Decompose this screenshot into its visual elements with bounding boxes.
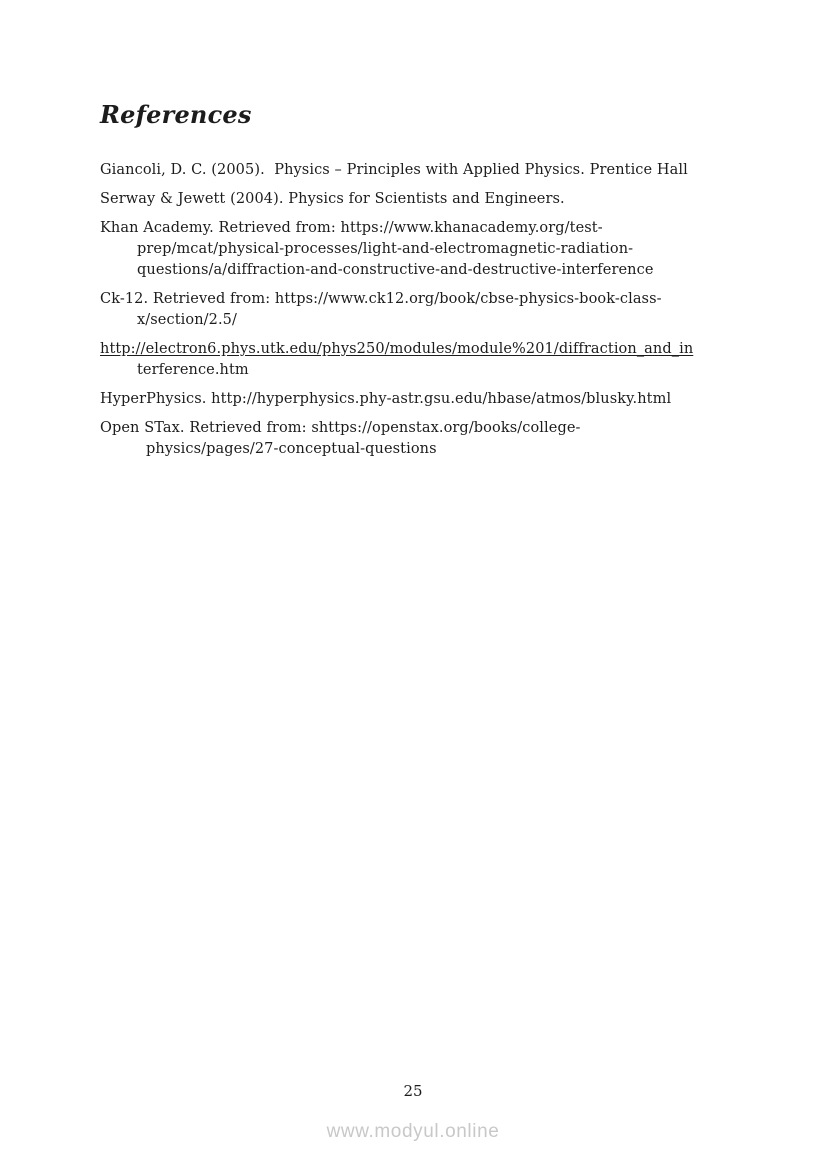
reference-line: terference.htm: [137, 362, 249, 378]
reference-line: x/section/2.5/: [137, 312, 237, 328]
reference-line: Giancoli, D. C. (2005). Physics – Principles with Applied Physics. Prentice Hall: [100, 162, 688, 178]
reference-line: HyperPhysics. http://hyperphysics.phy-astr.gsu.edu/hbase/atmos/blusky.html: [100, 391, 672, 407]
reference-line: Ck-12. Retrieved from: https://www.ck12.org/book/cbse-physics-book-class-: [100, 291, 662, 307]
reference-entry: [100, 160, 756, 181]
reference-line: physics/pages/27-conceptual-questions: [146, 441, 437, 457]
reference-line: Open STax. Retrieved from: shttps://openstax.org/books/college-: [100, 420, 581, 436]
page-content: [100, 0, 756, 468]
reference-entry: [100, 218, 756, 281]
reference-link-line[interactable]: http://electron6.phys.utk.edu/phys250/modules/module%201/diffraction_and_in: [100, 341, 694, 357]
reference-line: Khan Academy. Retrieved from: https://www.khanacademy.org/test-: [100, 220, 603, 236]
reference-line: questions/a/diffraction-and-constructive-and-destructive-interference: [137, 262, 654, 278]
page-number: 25: [403, 1082, 423, 1100]
reference-entry: [100, 339, 756, 381]
page-title: References: [100, 100, 252, 129]
reference-entry: [100, 418, 756, 460]
reference-entry: [100, 289, 756, 331]
reference-line: prep/mcat/physical-processes/light-and-electromagnetic-radiation-: [137, 241, 634, 257]
references-list: [100, 160, 756, 460]
reference-entry: [100, 189, 756, 210]
reference-line: Serway & Jewett (2004). Physics for Scientists and Engineers.: [100, 191, 565, 207]
watermark: www.modyul.online: [326, 1121, 500, 1142]
reference-entry: [100, 389, 756, 410]
